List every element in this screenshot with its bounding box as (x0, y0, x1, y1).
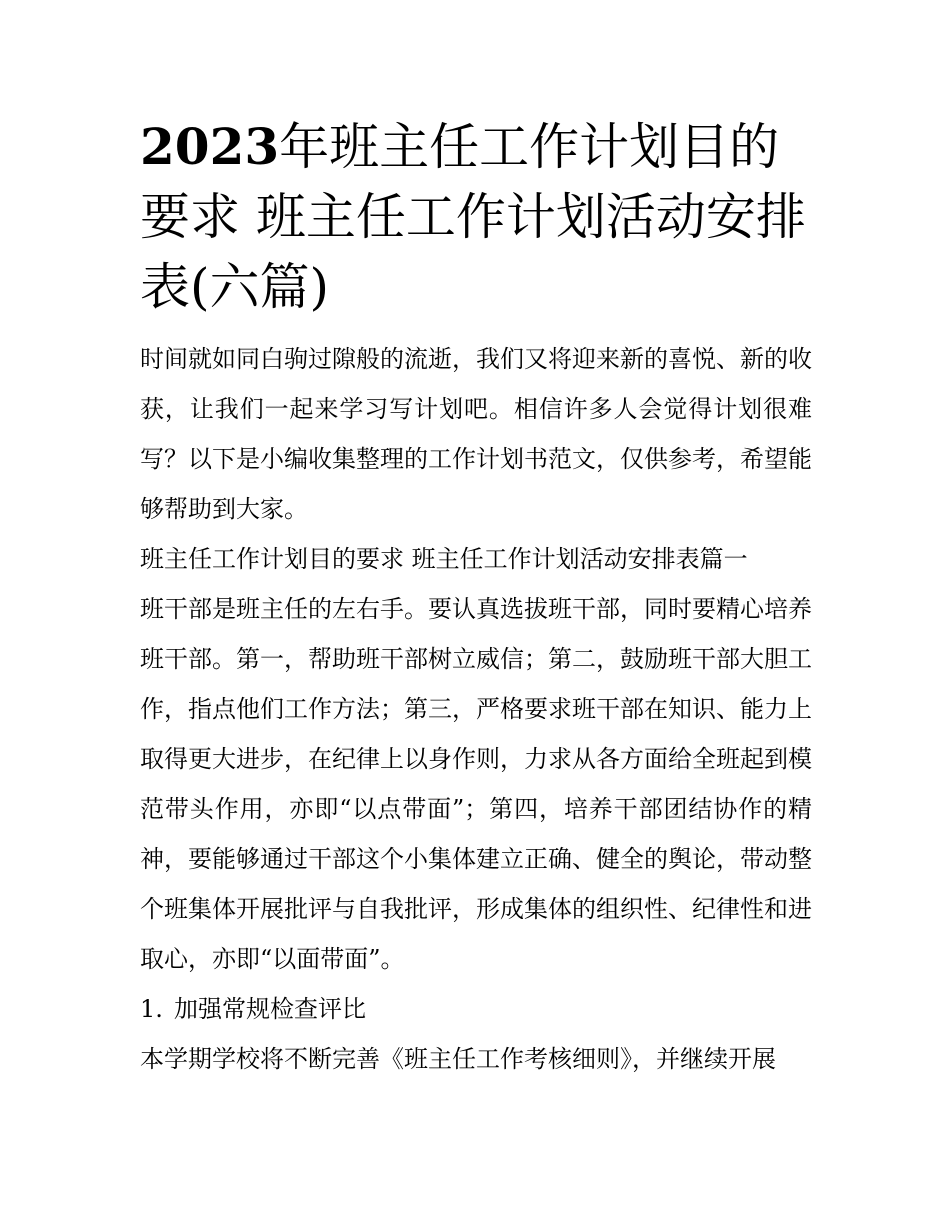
list-item-number: 1. (140, 995, 163, 1023)
section-heading: 班主任工作计划目的要求 班主任工作计划活动安排表篇一 (140, 545, 748, 573)
title-year: 2023 (140, 117, 280, 176)
list-item (140, 984, 812, 1034)
document-title (140, 112, 812, 322)
document-content (140, 112, 812, 1084)
title-text: 年班主任工作计划目的要求 班主任工作计划活动安排表(六篇) (140, 118, 806, 316)
last-paragraph: 本学期学校将不断完善《班主任工作考核细则》，并继续开展 (140, 1045, 776, 1073)
list-item-text: 加强常规检查评比 (174, 995, 366, 1023)
intro-paragraph: 时间就如同白驹过隙般的流逝，我们又将迎来新的喜悦、新的收获，让我们一起来学习写计划吧。相信许多人会觉得计划很难写？以下是小编收集整理的工作计划书范文，仅供参考，希望能够帮助到大家。 (140, 345, 812, 523)
body-paragraph: 班干部是班主任的左右手。要认真选拔班干部，同时要精心培养班干部。第一，帮助班干部树立威信；第二，鼓励班干部大胆工作，指点他们工作方法；第三，严格要求班干部在知识、能力上取得更大进步，在纪律上以身作则，力求从各方面给全班起到模范带头作用，亦即“以点带面”；第四，培养干部团结协作的精神，要能够通过干部这个小集体建立正确、健全的舆论，带动整个班集体开展批评与自我批评，形成集体的组织性、纪律性和进取心，亦即“以面带面”。 (140, 595, 812, 973)
